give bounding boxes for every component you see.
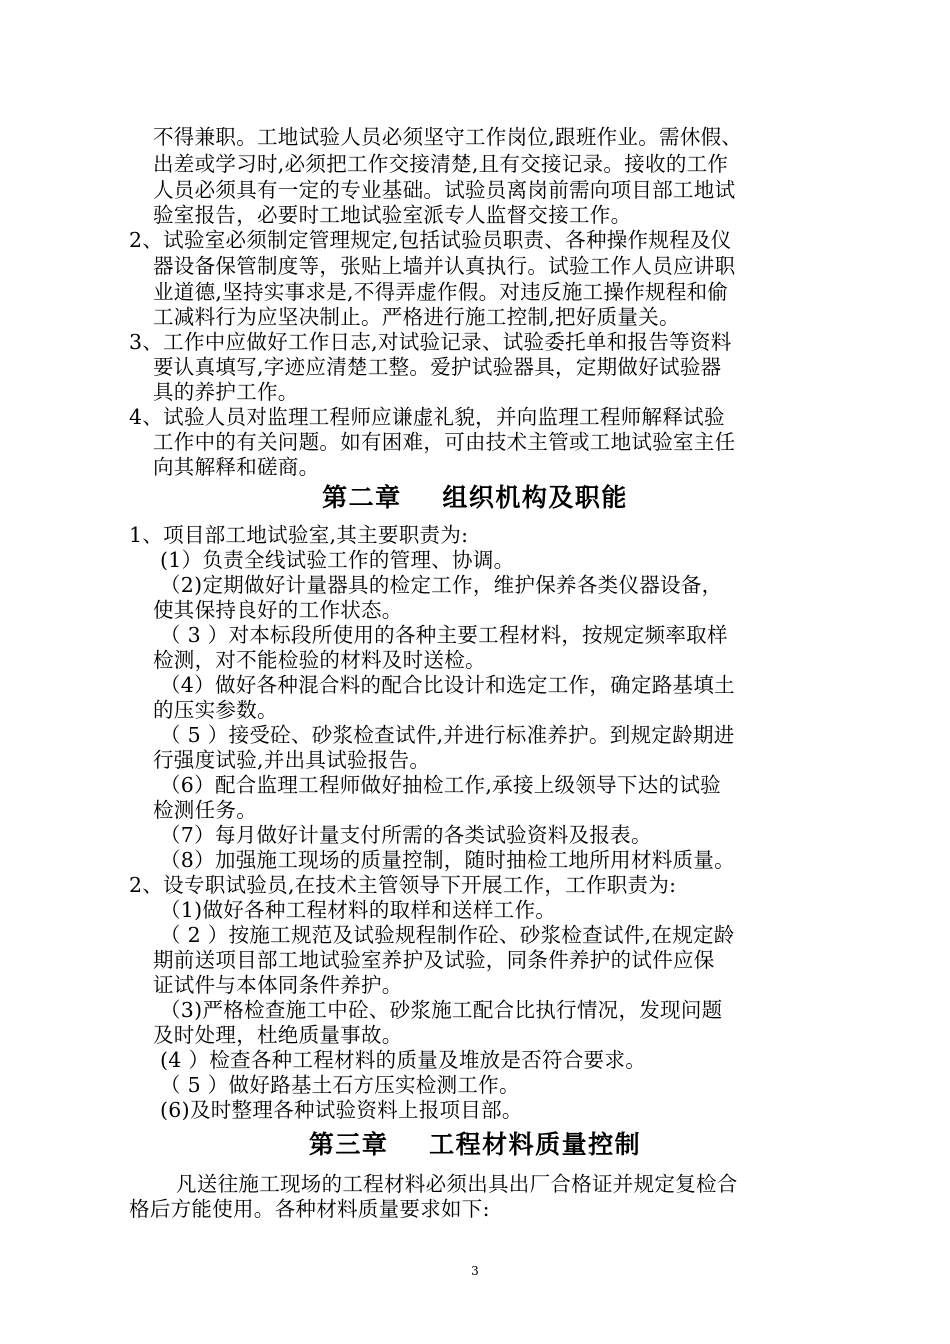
- body-text-line: （4）做好各种混合料的配合比设计和选定工作，确定路基填土: [160, 673, 735, 697]
- body-text-line: 检测任务。: [153, 798, 257, 822]
- body-text-line: 1、项目部工地试验室,其主要职责为:: [129, 523, 469, 547]
- body-text-line: (1）负责全线试验工作的管理、协调。: [160, 548, 515, 572]
- body-text-line: (6)及时整理各种试验资料上报项目部。: [160, 1098, 523, 1122]
- body-text-line: （7）每月做好计量支付所需的各类试验资料及报表。: [160, 823, 652, 847]
- body-text-line: 格后方能使用。各种材料质量要求如下:: [129, 1197, 490, 1221]
- body-text-line: （1)做好各种工程材料的取样和送样工作。: [160, 898, 557, 922]
- body-text-line: 证试件与本体同条件养护。: [153, 973, 403, 997]
- body-text-line: （ 3 ）对本标段所使用的各种主要工程材料，按规定频率取样: [160, 623, 728, 647]
- body-text-line: 出差或学习时,必须把工作交接清楚,且有交接记录。接收的工作: [153, 152, 729, 176]
- list-item-3-line: 具的养护工作。: [153, 380, 299, 404]
- body-text-line: （ 5 ）做好路基土石方压实检测工作。: [160, 1073, 520, 1097]
- body-text-line: 2、设专职试验员,在技术主管领导下开展工作，工作职责为:: [129, 873, 677, 897]
- body-text-line: （3)严格检查施工中砼、砂浆施工配合比执行情况，发现问题: [160, 998, 723, 1022]
- list-item-4-line: 向其解释和磋商。: [153, 455, 320, 479]
- body-text-line: （2)定期做好计量器具的检定工作，维护保养各类仪器设备，: [160, 573, 723, 597]
- body-text-line: 使其保持良好的工作状态。: [153, 598, 403, 622]
- body-text-line: 不得兼职。工地试验人员必须坚守工作岗位,跟班作业。需休假、: [153, 125, 743, 149]
- list-item-2-line: 业道德,坚持实事求是,不得弄虚作假。对违反施工操作规程和偷: [153, 280, 729, 304]
- body-text-line: （6）配合监理工程师做好抽检工作,承接上级领导下达的试验: [160, 773, 721, 797]
- body-text-line: 凡送往施工现场的工程材料必须出具出厂合格证并规定复检合: [176, 1172, 738, 1196]
- list-item-2-line: 器设备保管制度等，张贴上墙并认真执行。试验工作人员应讲职: [153, 254, 736, 278]
- body-text-line: 人员必须具有一定的专业基础。试验员离岗前需向项目部工地试: [153, 178, 736, 202]
- body-text-line: 期前送项目部工地试验室养护及试验，同条件养护的试件应保: [153, 948, 715, 972]
- body-text-line: 验室报告，必要时工地试验室派专人监督交接工作。: [153, 203, 632, 227]
- list-item-2-line: 2、试验室必须制定管理规定,包括试验员职责、各种操作规程及仪: [129, 228, 732, 252]
- body-text-line: 行强度试验,并出具试验报告。: [153, 748, 431, 772]
- list-item-3-line: 要认真填写,字迹应清楚工整。爱护试验器具，定期做好试验器: [153, 355, 722, 379]
- list-item-4-line: 4、试验人员对监理工程师应谦虚礼貌，并向监理工程师解释试验: [129, 405, 725, 429]
- page-number: 3: [471, 1264, 479, 1278]
- list-item-4-line: 工作中的有关问题。如有困难，可由技术主管或工地试验室主任: [153, 430, 736, 454]
- list-item-3-line: 3、工作中应做好工作日志,对试验记录、试验委托单和报告等资料: [129, 330, 732, 354]
- body-text-line: 的压实参数。: [153, 698, 278, 722]
- body-text-line: 检测，对不能检验的材料及时送检。: [153, 648, 486, 672]
- body-text-line: (4 ）检查各种工程材料的质量及堆放是否符合要求。: [160, 1048, 647, 1072]
- body-text-line: （ 2 ）按施工规范及试验规程制作砼、砂浆检查试件,在规定龄: [160, 923, 735, 947]
- chapter-3-heading: 第三章 工程材料质量控制: [308, 1130, 642, 1159]
- body-text-line: 及时处理，杜绝质量事故。: [153, 1023, 403, 1047]
- body-text-line: （8）加强施工现场的质量控制，随时抽检工地所用材料质量。: [160, 848, 735, 872]
- chapter-2-heading: 第二章 组织机构及职能: [322, 483, 628, 512]
- body-text-line: （ 5 ）接受砼、砂浆检查试件,并进行标准养护。到规定龄期进: [160, 723, 735, 747]
- list-item-2-line: 工减料行为应坚决制止。严格进行施工控制,把好质量关。: [153, 305, 680, 329]
